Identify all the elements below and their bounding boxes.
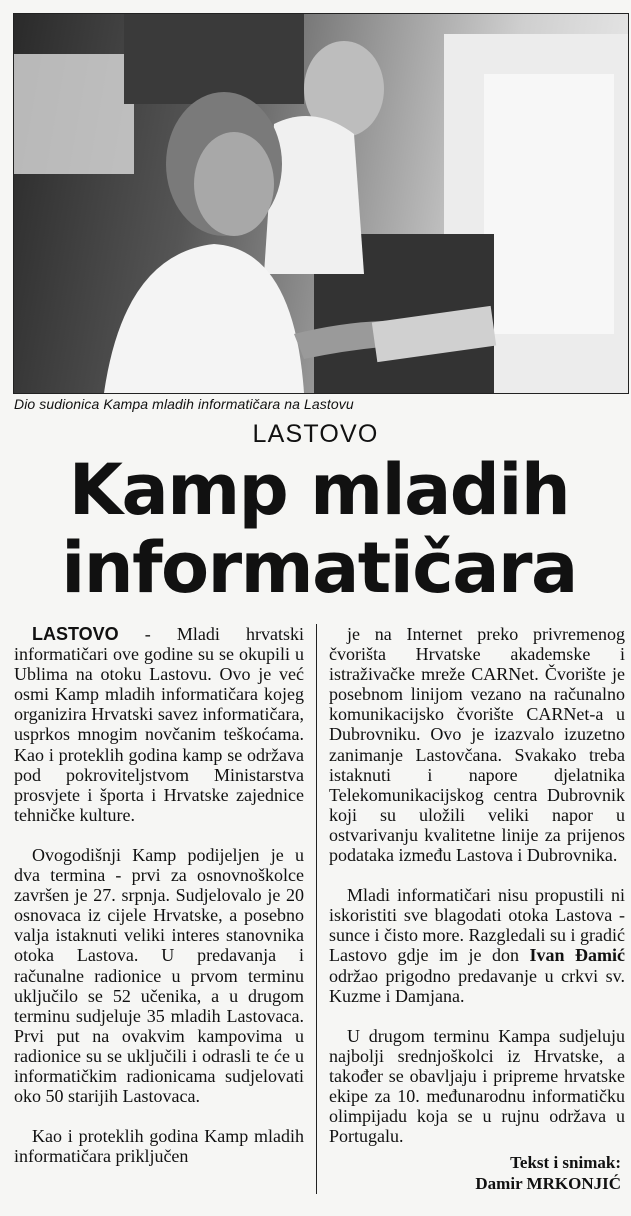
paragraph-text: Mladi informatičari nisu propustili ni iskoristiti sve blagodati otoka Lastova - sunce i čisto more. Razgledali su i gradić Lastovo gdje im je don (329, 885, 625, 966)
credit-label: Tekst i snimak: (510, 1153, 621, 1172)
photo-caption: Dio sudionica Kampa mladih informatičara na Lastovu (14, 396, 354, 412)
credit-author: Damir MRKONJIĆ (475, 1174, 621, 1193)
column-divider (316, 624, 317, 1194)
paragraph: Ovogodišnji Kamp podijeljen je u dva termina - prvi za osnovnoškolce završen je 27. srpnja. Sudjelovalo je 20 osnovaca iz cijele Hrvatske, a posebno valja istaknuti veliki interes stanovnika otoka Lastova. U predavanja i računalne radionice u prvom terminu uključilo se 52 učenika, a u drugom terminu sudjeluje 35 mladih Lastovaca. Prvi put na ovakvim kampovima u radionice su se uključili i odrasli te će u informatičkim radionicama sudjelovati oko 50 starijih Lastovaca. (14, 844, 304, 1107)
person-name: Ivan Đamić (529, 945, 626, 966)
headline-line-1: Kamp mladih (68, 449, 570, 531)
dateline: LASTOVO (32, 624, 119, 644)
paragraph (329, 885, 625, 1006)
paragraph: U drugom terminu Kampa sudjeluju najbolji srednjoškolci iz Hrvatske, a također se obavljaju i pripreme hrvatske ekipe za 10. međunarodnu informatičku olimpijadu koja se u rujnu održava u Portugalu. (329, 1025, 625, 1147)
article-kicker: LASTOVO (252, 420, 379, 448)
photo-image (14, 14, 628, 393)
article-column-left (14, 624, 304, 1166)
paragraph: Kao i proteklih godina Kamp mladih informatičara priključen (14, 1126, 304, 1167)
paragraph-text: - Mladi hrvatski informatičari ove godine su se okupili u Ublima na otoku Lastovu. Ovo je već osmi Kamp mladih informatičara kojeg organizira Hrvatski savez informatičara, usprkos mnogim novčanim teškoćama. Kao i proteklih godina kamp se održava pod pokroviteljstvom Ministarstva prosvjete i športa i Hrvatske zajednice tehničke kulture. (14, 624, 304, 825)
article-column-right (329, 624, 625, 1146)
headline-line-2: informatičara (61, 527, 577, 609)
article-photo (13, 13, 629, 394)
paragraph (14, 624, 304, 825)
paragraph: je na Internet preko privremenog čvorišta Hrvatske akademske i istraživačke mreže CARNet. Čvorište je posebnom linijom vezano na računalno komunikacijsko čvorište CARNet-a u Dubrovniku. Ovo je izazvalo izuzetno zanimanje Lastovčana. Svakako treba istaknuti i napore djelatnika Telekomunikacijskog centra Dubrovnik koji su uložili veliki napor u ostvarivanju kvalitetne linije za prijenos podataka između Lastova i Dubrovnika. (329, 624, 625, 866)
paragraph-text: održao prigodno predavanje u crkvi sv. Kuzme i Damjana. (329, 965, 625, 1006)
